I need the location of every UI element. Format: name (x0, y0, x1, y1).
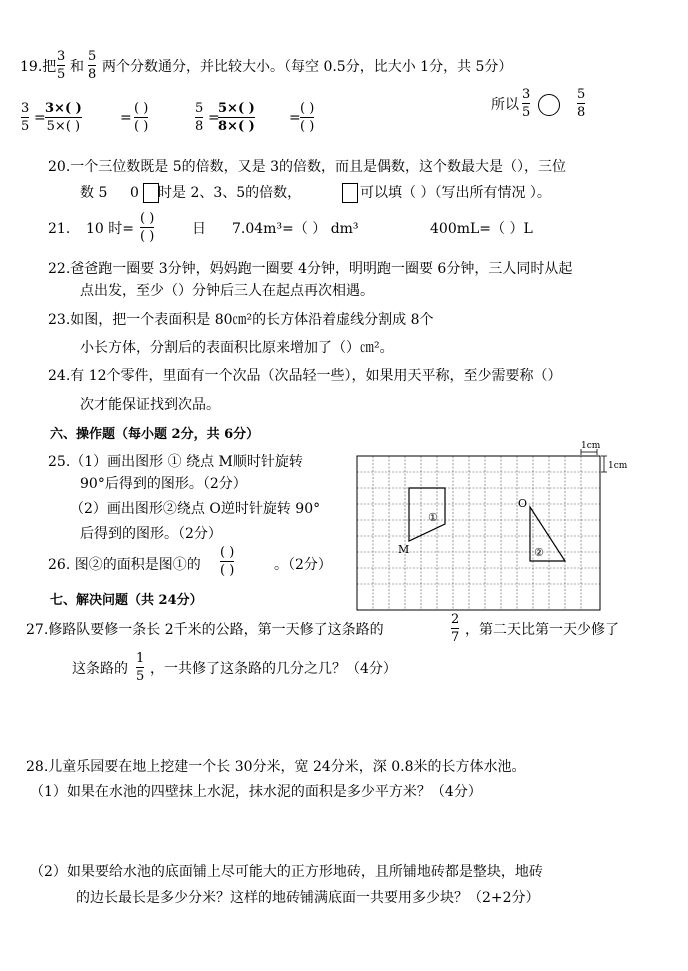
unit-label-horizontal: 1cm (581, 441, 601, 451)
q20-line2d: 可以填（ ）（写出所有情况 ）。 (360, 185, 551, 201)
q26-answer-fraction[interactable]: ( ) ( ) (220, 545, 235, 578)
q22-line2: 点出发，至少（）分钟后三人在起点再次相遇。 (80, 283, 374, 299)
q19-answer-fraction-2[interactable]: ( ) ( ) (300, 101, 315, 134)
q24-line1: 24.有 12个零件，里面有一个次品（次品轻一些），如果用天平称，至少需要称（） (48, 368, 562, 384)
q19-fraction-3-5: 3 5 (57, 49, 66, 82)
grid-border (357, 456, 600, 610)
grid-lines (357, 456, 600, 610)
q23-line1: 23.如图，把一个表面积是 80㎝²的长方体沿着虚线分割成 8个 (48, 312, 434, 328)
q19-eq-5-8: 5 8 (195, 101, 204, 134)
q19-compare-right: 5 8 (577, 87, 586, 120)
q27-fraction-2-7: 2 7 (451, 612, 460, 645)
q26-prefix: 26. 图②的面积是图①的 (48, 557, 201, 573)
q19-answer-fraction-1[interactable]: ( ) ( ) (134, 101, 149, 134)
q20-line1: 20.一个三位数既是 5的倍数，又是 3的倍数，而且是偶数，这个数最大是（），三位 (48, 159, 566, 175)
q25-line2: 90°后得到的图形。（2分） (80, 476, 247, 492)
unit-marker (581, 449, 607, 472)
point-o-label: O (518, 497, 528, 510)
section-6-heading: 六、操作题（每小题 2分，共 6分） (50, 427, 260, 442)
shape-1-label: ① (428, 511, 438, 524)
q19-prefix: 19.把 (20, 59, 57, 75)
section-7-heading: 七、解决问题（共 24分） (50, 593, 203, 608)
q28-line1: 28.儿童乐园要在地上挖建一个长 30分米，宽 24分米，深 0.8米的长方体水池。 (26, 759, 526, 775)
q19-expand-5-8: 5×( ) 8×( ) (218, 101, 255, 134)
q27-line2a: 这条路的 (72, 661, 128, 677)
point-m-label: M (398, 543, 410, 556)
q25-line4: 后得到的图形。（2分） (80, 526, 222, 542)
compare-circle[interactable] (538, 94, 560, 116)
q28-line4: 的边长最长是多少分米？这样的地砖铺满底面一共要用多少块？（2+2分） (76, 890, 540, 906)
q27-line2b: ，一共修了这条路的几分之几？（4分） (150, 661, 397, 677)
q27-line1b: ，第二天比第一天少修了 (465, 622, 619, 638)
q19-and: 和 (70, 59, 84, 75)
q19-compare-left: 3 5 (522, 87, 531, 120)
digit-box[interactable] (342, 183, 358, 203)
q20-line2c: 时是 2、3、5的倍数， (158, 185, 302, 201)
q19-fraction-5-8: 5 8 (88, 49, 97, 82)
q26-suffix: 。（2分） (274, 557, 332, 573)
eq-sign: = (289, 110, 301, 126)
grid-figure (350, 435, 635, 615)
q21-c: 400mL=（ ）L (430, 221, 533, 237)
eq-sign: = (208, 110, 220, 126)
eq-sign: = (34, 110, 46, 126)
q28-line2: （1）如果在水池的四壁抹上水泥，抹水泥的面积是多少平方米？（4分） (30, 784, 482, 800)
q24-line2: 次才能保证找到次品。 (80, 397, 220, 413)
shape-1-trapezoid (409, 488, 445, 541)
q27-line1a: 27.修路队要修一条长 2千米的公路，第一天修了这条路的 (26, 622, 384, 638)
q20-line2b: 0 (130, 185, 139, 201)
q28-line3: （2）如果要给水池的底面铺上尽可能大的正方形地砖，且所铺地砖都是整块，地砖 (30, 864, 543, 880)
q21-answer-fraction[interactable]: ( ) ( ) (140, 211, 155, 244)
digit-box[interactable] (143, 183, 159, 203)
q19-eq-3-5: 3 5 (21, 101, 30, 134)
q21-a-unit: 日 (192, 221, 206, 237)
unit-label-vertical: 1cm (608, 461, 628, 471)
eq-sign: = (120, 110, 132, 126)
q20-line2a: 数 5 (80, 185, 108, 201)
q25-line3: （2）画出图形②绕点 O逆时针旋转 90° (70, 501, 321, 517)
q21-b: 7.04m³=（ ） dm³ (232, 221, 359, 237)
q19-therefore: 所以 (491, 97, 519, 113)
q27-fraction-1-5: 1 5 (136, 651, 145, 684)
q25-line1: 25.（1）画出图形 ① 绕点 M顺时针旋转 (48, 454, 303, 470)
shape-2-label: ② (534, 546, 544, 559)
q23-line2: 小长方体，分割后的表面积比原来增加了（）㎝²。 (80, 340, 394, 356)
q21-a: 10 时= (86, 221, 134, 237)
q21-label: 21. (48, 221, 71, 237)
q19-instructions: 两个分数通分，并比较大小。（每空 0.5分，比大小 1分，共 5分） (102, 59, 513, 75)
q22-line1: 22.爸爸跑一圈要 3分钟，妈妈跑一圈要 4分钟，明明跑一圈要 6分钟，三人同时从起 (48, 261, 573, 277)
q19-expand-3-5: 3×( ) 5×( ) (45, 101, 82, 134)
